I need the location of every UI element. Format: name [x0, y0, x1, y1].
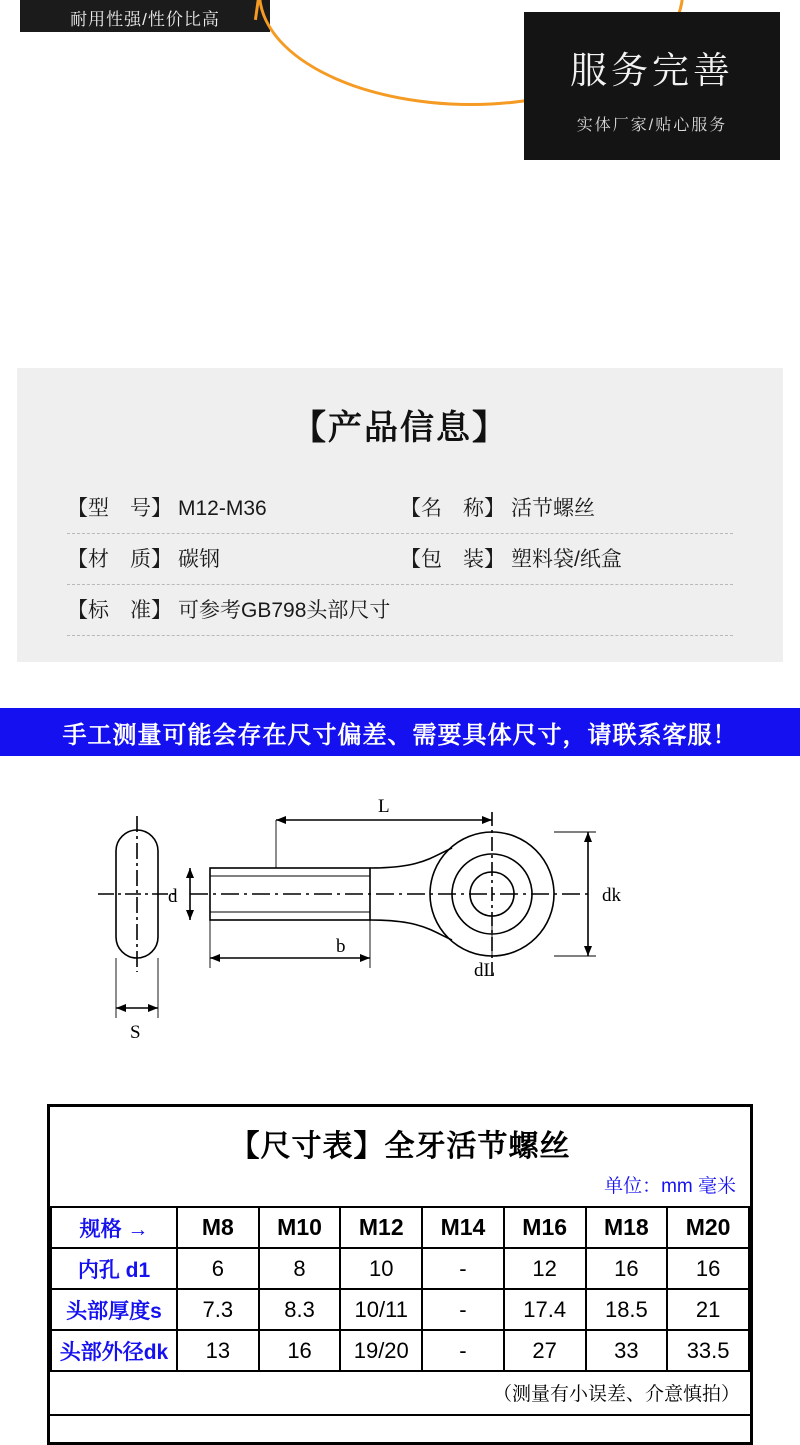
- table-row: [51, 1248, 749, 1289]
- product-info-value: 可参考GB798头部尺寸: [178, 599, 391, 622]
- spec-column-header: M20: [667, 1207, 749, 1248]
- spec-cell: 10/11: [340, 1289, 422, 1330]
- spec-column-header: M10: [259, 1207, 341, 1248]
- spec-column-header: M12: [340, 1207, 422, 1248]
- table-row: [51, 1289, 749, 1330]
- drawing-label-dk: dk: [602, 885, 621, 906]
- spec-table-bottom-blank-row: [50, 1414, 750, 1442]
- technical-drawing: [17, 772, 783, 1092]
- top-banner: [0, 0, 800, 352]
- spec-table-unit-note: 单位：mm 毫米: [604, 1176, 736, 1197]
- spec-column-header: M8: [177, 1207, 259, 1248]
- product-info-value: 活节螺丝: [511, 497, 595, 520]
- eye-bolt-diagram: [90, 772, 710, 1072]
- banner-left-tag: [20, 0, 270, 32]
- banner-service-title: 服务完善: [570, 50, 734, 91]
- product-info-label: 【型 号】: [67, 497, 172, 520]
- spec-cell: 8: [259, 1248, 341, 1289]
- spec-row-label: 内孔 d1: [51, 1248, 177, 1289]
- spec-table: [50, 1206, 750, 1372]
- product-info-row: [67, 585, 733, 636]
- product-info-label: 【材 质】: [67, 548, 172, 571]
- product-info-cell: [400, 543, 733, 573]
- spec-row-label: 头部外径dk: [51, 1330, 177, 1371]
- table-header-row: [51, 1207, 749, 1248]
- product-info-value: 碳钢: [178, 548, 220, 571]
- drawing-label-S: S: [130, 1022, 141, 1043]
- product-info-row: [67, 483, 733, 534]
- drawing-label-d: d: [168, 886, 178, 907]
- spec-cell: 10: [340, 1248, 422, 1289]
- spec-cell: 19/20: [340, 1330, 422, 1371]
- banner-service-subtitle: 实体厂家/贴心服务: [576, 117, 728, 134]
- spec-cell: -: [422, 1330, 504, 1371]
- spec-cell: 7.3: [177, 1289, 259, 1330]
- product-info-cell: [67, 594, 400, 624]
- spec-row-label: 头部厚度s: [51, 1289, 177, 1330]
- product-info-cell: [67, 543, 400, 573]
- spec-cell: -: [422, 1289, 504, 1330]
- product-info-label: 【包 装】: [400, 548, 505, 571]
- product-info-label: 【名 称】: [400, 497, 505, 520]
- banner-left-tag-text: 耐用性强/性价比高: [70, 10, 220, 29]
- spec-cell: 21: [667, 1289, 749, 1330]
- spec-column-header: M16: [504, 1207, 586, 1248]
- spec-cell: 6: [177, 1248, 259, 1289]
- spec-column-header: M18: [586, 1207, 668, 1248]
- product-info-value: M12-M36: [178, 497, 267, 520]
- spec-table-title: 【尺寸表】全牙活节螺丝: [229, 1130, 571, 1163]
- drawing-label-dL: dL: [474, 960, 496, 981]
- spec-cell: 18.5: [586, 1289, 668, 1330]
- spec-cell: 33.5: [667, 1330, 749, 1371]
- product-info-label: 【标 准】: [67, 599, 172, 622]
- table-row: [51, 1330, 749, 1371]
- banner-service-card: [524, 12, 780, 160]
- product-info-cell: [67, 492, 400, 522]
- measurement-notice-bar: [0, 708, 800, 756]
- product-info-rows: [67, 483, 733, 636]
- product-info-value: 塑料袋/纸盒: [511, 548, 622, 571]
- spec-cell: 12: [504, 1248, 586, 1289]
- spec-table-footnote: （测量有小误差、介意慎拍）: [492, 1384, 740, 1405]
- spec-column-header: M14: [422, 1207, 504, 1248]
- spec-cell: 33: [586, 1330, 668, 1371]
- product-info-panel: [17, 368, 783, 662]
- product-info-title: 【产品信息】: [292, 409, 508, 447]
- spec-cell: 27: [504, 1330, 586, 1371]
- product-info-cell: [400, 594, 733, 624]
- product-info-row: [67, 534, 733, 585]
- spec-cell: 16: [259, 1330, 341, 1371]
- spec-header-label: 规格 →: [51, 1207, 177, 1248]
- product-info-cell: [400, 492, 733, 522]
- spec-table-panel: [47, 1104, 753, 1445]
- drawing-label-L: L: [378, 796, 390, 817]
- spec-cell: -: [422, 1248, 504, 1289]
- spec-cell: 16: [586, 1248, 668, 1289]
- spec-cell: 13: [177, 1330, 259, 1371]
- spec-cell: 16: [667, 1248, 749, 1289]
- spec-cell: 17.4: [504, 1289, 586, 1330]
- measurement-notice-text: 手工测量可能会存在尺寸偏差、需要具体尺寸，请联系客服！: [62, 721, 738, 749]
- drawing-label-b: b: [336, 936, 346, 957]
- spec-cell: 8.3: [259, 1289, 341, 1330]
